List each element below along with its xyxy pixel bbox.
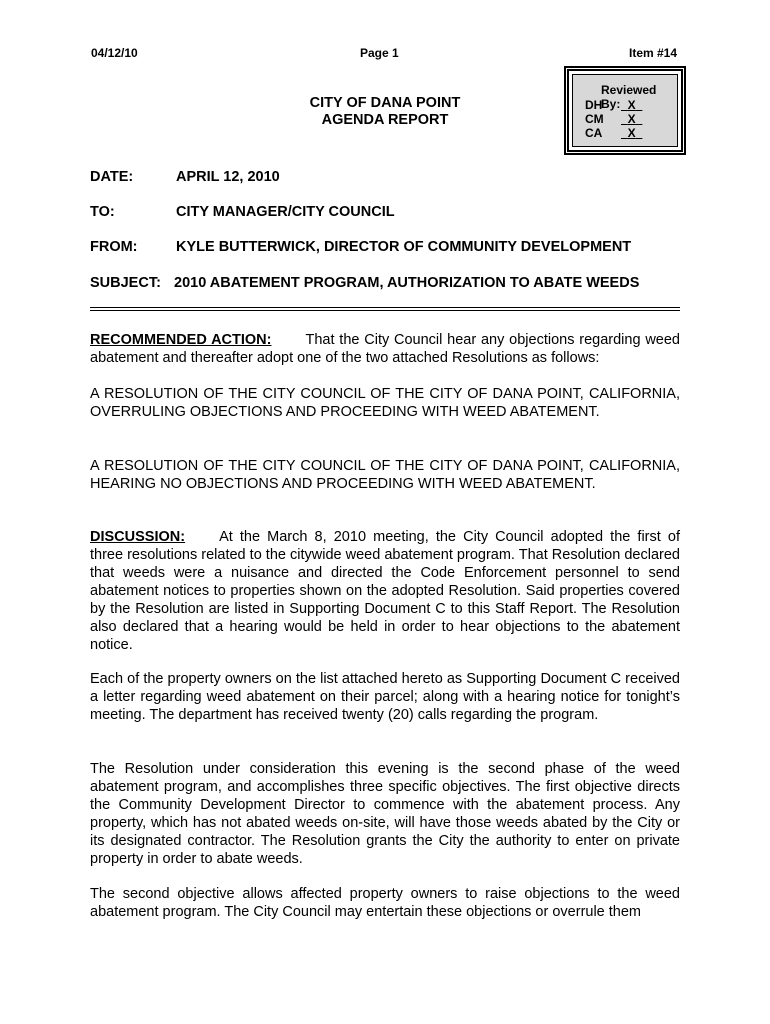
discussion-heading: DISCUSSION: xyxy=(90,529,186,545)
recommended-action-heading: RECOMMENDED ACTION: xyxy=(90,332,272,348)
header-date: 04/12/10 xyxy=(91,46,138,60)
discussion-paragraph xyxy=(90,528,680,654)
meta-subject-label: SUBJECT: xyxy=(90,275,161,291)
review-code: DH xyxy=(585,98,603,112)
review-title: Reviewed By: xyxy=(601,83,657,111)
meta-date-value: APRIL 12, 2010 xyxy=(176,169,280,185)
header-item-number: Item #14 xyxy=(629,46,678,60)
review-row-dh xyxy=(585,98,642,112)
meta-date-label: DATE: xyxy=(90,169,134,185)
resolution-2-paragraph: A RESOLUTION OF THE CITY COUNCIL OF THE CITY OF DANA POINT, CALIFORNIA, HEARING NO OBJECTIONS AND PROCEEDING WITH WEED ABATEMENT. xyxy=(90,458,680,492)
review-box xyxy=(567,69,683,152)
discussion-text: At the March 8, 2010 meeting, the City Council adopted the first of three resolutions related to the citywide weed abatement program. That Resolution declared that weeds were a nuisance and directed the Code Enforcement personnel to send abatement notices to properties shown on the adopted Resolution. Said properties covered by the Resolution are listed in Supporting Document C to this Staff Report. The Resolution also declared that a hearing would be held in order to hear objections to the abatement notice. xyxy=(90,529,680,653)
resolution-objectives-paragraph: The Resolution under consideration this evening is the second phase of the weed abatement program, and accomplishes three specific objectives. The first objective directs the Community Development Director to commence with the abatement process. Any property, which has not abated weeds on-site, will have those weeds abated by the City or its designated contractor. The Resolution grants the City the authority to enter on private property in order to abate weeds. xyxy=(90,761,680,867)
header-page-number: Page 1 xyxy=(360,46,399,60)
second-objective-paragraph: The second objective allows affected property owners to raise objections to the weed abatement program. The City Council may entertain these objections or overrule them xyxy=(90,886,680,920)
meta-subject xyxy=(90,275,639,291)
review-box-inner xyxy=(572,74,678,147)
title-city: CITY OF DANA POINT xyxy=(309,95,461,111)
review-mark: X xyxy=(627,98,636,112)
meta-subject-value: 2010 ABATEMENT PROGRAM, AUTHORIZATION TO ABATE WEEDS xyxy=(174,275,640,291)
divider-line xyxy=(90,310,680,311)
meta-to-label: TO: xyxy=(90,204,115,220)
resolution-1-paragraph: A RESOLUTION OF THE CITY COUNCIL OF THE CITY OF DANA POINT, CALIFORNIA, OVERRULING OBJECTIONS AND PROCEEDING WITH WEED ABATEMENT. xyxy=(90,386,680,420)
review-mark: X xyxy=(627,126,636,140)
meta-from-label: FROM: xyxy=(90,239,138,255)
review-code: CA xyxy=(585,126,603,140)
meta-to xyxy=(90,204,395,220)
review-row-cm xyxy=(585,112,642,126)
report-title xyxy=(250,95,520,129)
meta-date xyxy=(90,169,280,185)
meta-to-value: CITY MANAGER/CITY COUNCIL xyxy=(176,204,395,220)
divider-line xyxy=(90,307,680,308)
review-code: CM xyxy=(585,112,604,126)
review-mark: X xyxy=(627,112,636,126)
recommended-action-text: That the City Council hear any objections regarding weed abatement and thereafter adopt one of the two attached Resolutions as follows: xyxy=(90,332,680,366)
property-owners-paragraph: Each of the property owners on the list attached hereto as Supporting Document C received a letter regarding weed abatement on their parcel; along with a hearing notice for tonight’s meeting. The department has received twenty (20) calls regarding the program. xyxy=(90,671,680,723)
meta-from-value: KYLE BUTTERWICK, DIRECTOR OF COMMUNITY DEVELOPMENT xyxy=(176,239,632,255)
recommended-action-paragraph xyxy=(90,331,680,367)
meta-from xyxy=(90,239,631,255)
title-report: AGENDA REPORT xyxy=(321,112,449,128)
review-row-ca xyxy=(585,126,642,140)
